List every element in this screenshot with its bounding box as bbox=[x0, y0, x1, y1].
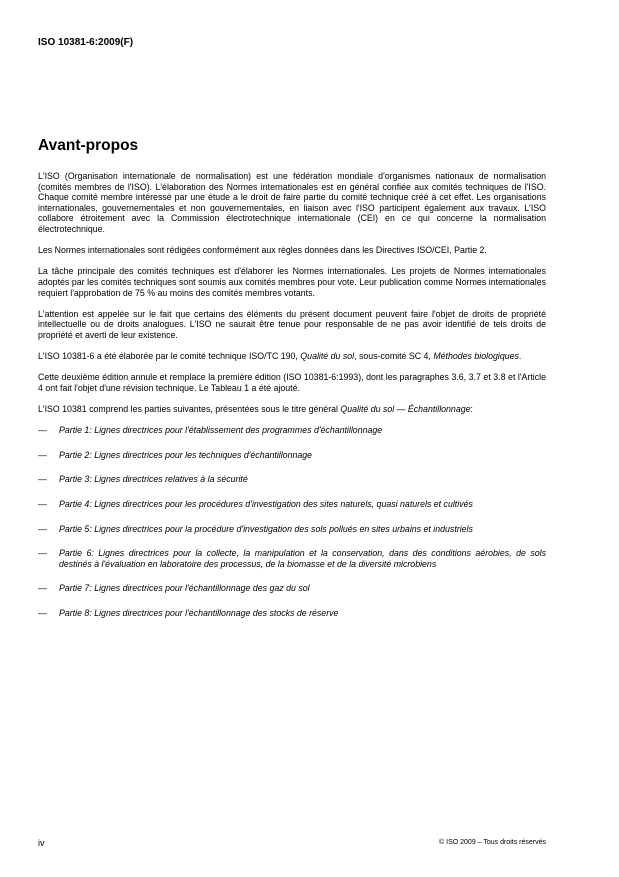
subcommittee-text: , sous-comité SC 4, bbox=[354, 351, 434, 362]
copyright-notice: © ISO 2009 – Tous droits réservés bbox=[439, 839, 546, 846]
part-title: Partie 8: Lignes directrices pour l'échantillonnage des stocks de réserve bbox=[59, 608, 339, 618]
list-item bbox=[38, 499, 546, 510]
part-title: Partie 7: Lignes directrices pour l'échantillonnage des gaz du sol bbox=[59, 583, 310, 594]
list-item bbox=[38, 548, 546, 569]
foreword-body bbox=[38, 171, 546, 633]
dash-bullet: — bbox=[38, 499, 47, 510]
dash-bullet: — bbox=[38, 608, 47, 618]
paragraph-iso-organisation: L'ISO (Organisation internationale de normalisation) est une fédération mondiale d'organismes nationaux de normalisation (comités membres de l'ISO). L'élaboration des Normes internationales est en général confiée aux comités techniques de l'ISO. Chaque comité membre intéressé par une étude a le droit de faire partie du comité technique créé à cet effet. Les organisations internationales, gouvernementales et non gouvernementales, en liaison avec l'ISO participent également aux travaux. L'ISO collabore étroitement avec la Commission électrotechnique internationale (CEI) en ce qui concerne la normalisation électrotechnique. bbox=[38, 171, 546, 234]
parts-intro-end: : bbox=[470, 404, 473, 415]
paragraph-parts-intro bbox=[38, 404, 546, 415]
parts-intro-text: L'ISO 10381 comprend les parties suivantes, présentées sous le titre général bbox=[38, 404, 341, 415]
dash-bullet: — bbox=[38, 583, 47, 594]
list-item bbox=[38, 425, 546, 436]
parts-list bbox=[38, 425, 546, 618]
page-number: iv bbox=[38, 838, 45, 848]
part-title: Partie 1: Lignes directrices pour l'établissement des programmes d'échantillonnage bbox=[59, 425, 383, 436]
paragraph-prepared-by bbox=[38, 351, 546, 362]
dash-bullet: — bbox=[38, 523, 47, 534]
page-title: Avant-propos bbox=[38, 137, 139, 154]
prepared-by-text: L'ISO 10381-6 a été élaborée par le comité technique ISO/TC 190, bbox=[38, 351, 301, 362]
dash-bullet: — bbox=[38, 425, 47, 436]
part-title: Partie 4: Lignes directrices pour les procédures d'investigation des sites naturels, quasi naturels et cultivés bbox=[59, 499, 473, 510]
committee-title: Qualité du sol bbox=[300, 351, 355, 362]
dash-bullet: — bbox=[38, 548, 47, 559]
part-title: Partie 3: Lignes directrices relatives à la sécurité bbox=[59, 474, 248, 485]
list-item bbox=[38, 608, 546, 619]
prepared-by-end: . bbox=[518, 351, 522, 362]
paragraph-edition: Cette deuxième édition annule et remplace la première édition (ISO 10381-6:1993), dont les paragraphes 3.6, 3.7 et 3.8 et l'Article 4 ont fait l'objet d'une révision technique. Le Tableau 1 a été ajouté. bbox=[38, 372, 546, 393]
list-item bbox=[38, 524, 546, 535]
list-item bbox=[38, 583, 546, 594]
paragraph-patent-rights: L'attention est appelée sur le fait que certains des éléments du présent document peuvent faire l'objet de droits de propriété intellectuelle ou de droits analogues. L'ISO ne saurait être tenue pour responsable de ne pas avoir identifié de tels droits de propriété et averti de leur existence. bbox=[38, 308, 546, 340]
list-item bbox=[38, 450, 546, 461]
subcommittee-title: Méthodes biologiques bbox=[433, 351, 519, 362]
paragraph-directives: Les Normes internationales sont rédigées conformément aux règles données dans les Directives ISO/CEI, Partie 2. bbox=[38, 245, 487, 256]
dash-bullet: — bbox=[38, 474, 47, 485]
part-title: Partie 2: Lignes directrices pour les techniques d'échantillonnage bbox=[59, 449, 313, 460]
paragraph-technical-committees: La tâche principale des comités techniques est d'élaborer les Normes internationales. Les projets de Normes internationales adoptés par les comités techniques sont soumis aux comités membres pour vote. Leur publication comme Normes internationales requiert l'approbation de 75 % au moins des comités membres votants. bbox=[38, 266, 546, 298]
dash-bullet: — bbox=[38, 449, 47, 460]
part-title: Partie 6: Lignes directrices pour la collecte, la manipulation et la conservation, dans des conditions aérobies, de sols destinés à l'évaluation en laboratoire des processus, de la biomasse et de la diversité microbiens bbox=[59, 548, 546, 569]
general-title: Qualité du sol — Échantillonnage bbox=[340, 404, 471, 415]
list-item bbox=[38, 474, 546, 485]
part-title: Partie 5: Lignes directrices pour la procédure d'investigation des sols pollués en sites urbains et industriels bbox=[59, 523, 473, 534]
document-id-header: ISO 10381-6:2009(F) bbox=[38, 37, 134, 48]
